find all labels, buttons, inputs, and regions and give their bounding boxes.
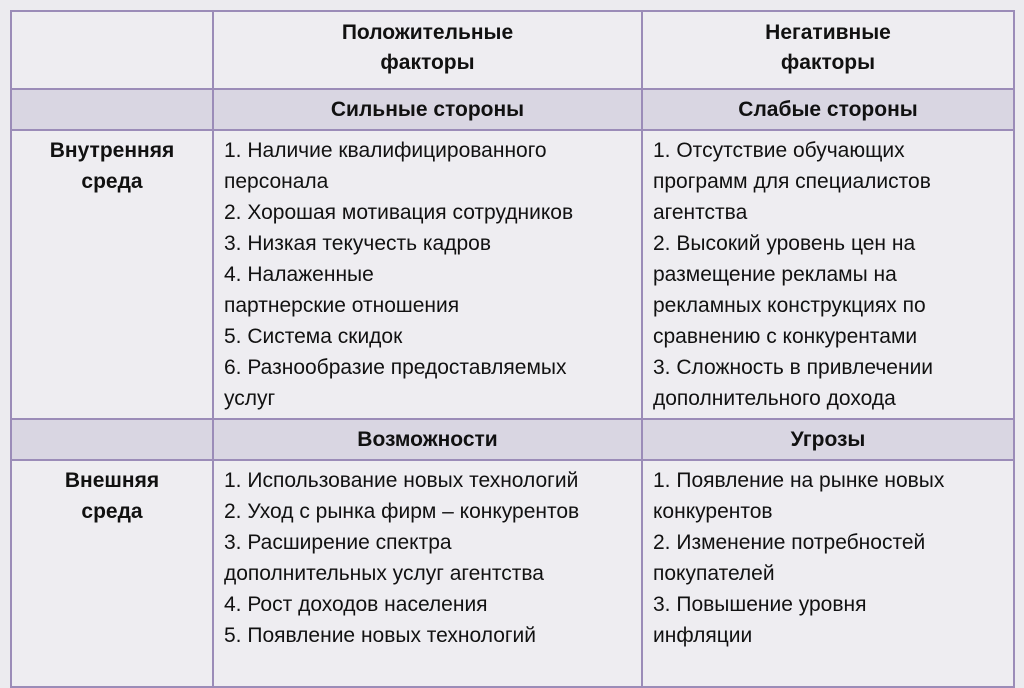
row-label-line: Внешняя bbox=[64, 469, 160, 492]
positive-header-line: Положительные bbox=[341, 21, 514, 44]
swot-table bbox=[10, 10, 1015, 688]
list-item: 1. Отсутствие обучающих bbox=[653, 139, 905, 162]
opportunities-list bbox=[213, 460, 642, 687]
empty-cell bbox=[11, 89, 213, 130]
internal-subheader-row bbox=[11, 89, 1014, 130]
negative-header-line: факторы bbox=[780, 51, 876, 74]
list-item: персонала bbox=[224, 170, 329, 193]
external-subheader-row bbox=[11, 419, 1014, 460]
list-item: 5. Система скидок bbox=[224, 325, 403, 348]
negative-header-line: Негативные bbox=[765, 21, 891, 44]
list-item: услуг bbox=[224, 387, 276, 410]
negative-factors-header bbox=[642, 11, 1014, 89]
external-environment-label bbox=[11, 460, 213, 687]
internal-row bbox=[11, 130, 1014, 419]
threats-header: Угрозы bbox=[642, 419, 1014, 460]
list-item: 2. Изменение потребностей bbox=[653, 531, 926, 554]
list-item: 2. Хорошая мотивация сотрудников bbox=[224, 201, 574, 224]
list-item: 1. Использование новых технологий bbox=[224, 469, 579, 492]
strengths-list bbox=[213, 130, 642, 419]
positive-header-line: факторы bbox=[380, 51, 475, 74]
list-item: дополнительных услуг агентства bbox=[224, 562, 544, 585]
row-label-line: среда bbox=[81, 170, 143, 193]
list-item: 4. Налаженные bbox=[224, 263, 374, 286]
list-item: инфляции bbox=[653, 624, 753, 647]
weaknesses-list bbox=[642, 130, 1014, 419]
list-item: агентства bbox=[653, 201, 748, 224]
list-item: 2. Уход с рынка фирм – конкурентов bbox=[224, 500, 580, 523]
row-label-line: Внутренняя bbox=[49, 139, 175, 162]
external-row bbox=[11, 460, 1014, 687]
list-item: конкурентов bbox=[653, 500, 773, 523]
list-item: 1. Появление на рынке новых bbox=[653, 469, 945, 492]
list-item: 4. Рост доходов населения bbox=[224, 593, 488, 616]
strengths-header: Сильные стороны bbox=[213, 89, 642, 130]
empty-cell bbox=[11, 419, 213, 460]
internal-environment-label bbox=[11, 130, 213, 419]
corner-cell bbox=[11, 11, 213, 89]
list-item: размещение рекламы на bbox=[653, 263, 897, 286]
list-item: 3. Повышение уровня bbox=[653, 593, 867, 616]
row-label-line: среда bbox=[81, 500, 143, 523]
threats-list bbox=[642, 460, 1014, 687]
header-row bbox=[11, 11, 1014, 89]
list-item: 5. Появление новых технологий bbox=[224, 624, 537, 647]
list-item: 2. Высокий уровень цен на bbox=[653, 232, 916, 255]
list-item: покупателей bbox=[653, 562, 775, 585]
opportunities-header: Возможности bbox=[213, 419, 642, 460]
list-item: 1. Наличие квалифицированного bbox=[224, 139, 547, 162]
list-item: программ для специалистов bbox=[653, 170, 931, 193]
list-item: 3. Сложность в привлечении bbox=[653, 356, 934, 379]
weaknesses-header: Слабые стороны bbox=[642, 89, 1014, 130]
list-item: рекламных конструкциях по bbox=[653, 294, 926, 317]
positive-factors-header bbox=[213, 11, 642, 89]
list-item: дополнительного дохода bbox=[653, 387, 896, 410]
list-item: партнерские отношения bbox=[224, 294, 460, 317]
list-item: 3. Низкая текучесть кадров bbox=[224, 232, 492, 255]
list-item: 6. Разнообразие предоставляемых bbox=[224, 356, 567, 379]
list-item: 3. Расширение спектра bbox=[224, 531, 452, 554]
list-item: сравнению с конкурентами bbox=[653, 325, 918, 348]
